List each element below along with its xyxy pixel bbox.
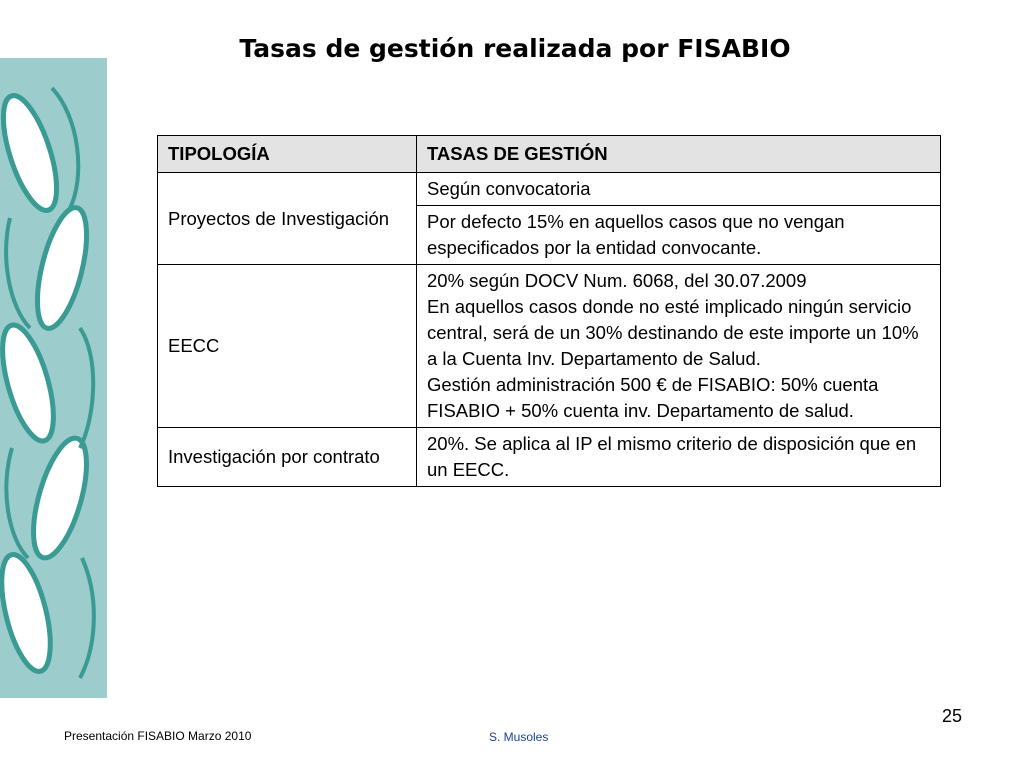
footer-author: S. Musoles [489,730,549,744]
cell-tasa-proyectos-1: Según convocatoria [417,173,941,206]
header-tasas-de-gestion: TASAS DE GESTIÓN [417,136,941,173]
cell-tipologia-eecc: EECC [158,265,417,428]
cell-tasa-proyectos-2: Por defecto 15% en aquellos casos que no vengan especificados por la entidad convocante. [417,206,941,265]
chain-decoration-strip [0,58,107,698]
eecc-line-3: Gestión administración 500 € de FISABIO: 50% cuenta FISABIO + 50% cuenta inv. Departamento de salud. [427,374,879,421]
cell-tipologia-contrato: Investigación por contrato [158,428,417,487]
table-row [158,428,941,487]
slide-title: Tasas de gestión realizada por FISABIO [239,34,791,63]
table-header-row [158,136,941,173]
page-number: 25 [941,706,962,726]
eecc-line-1: 20% según DOCV Num. 6068, del 30.07.2009 [427,270,807,291]
fees-table [157,135,941,487]
cell-tasa-contrato: 20%. Se aplica al IP el mismo criterio de disposición que en un EECC. [417,428,941,487]
table-row [158,173,941,206]
eecc-line-2: En aquellos casos donde no esté implicado ningún servicio central, será de un 30% destinando de este importe un 10% a la Cuenta Inv. Departamento de Salud. [427,296,919,369]
table-row [158,265,941,428]
header-tipologia: TIPOLOGÍA [158,136,417,173]
cell-tipologia-proyectos: Proyectos de Investigación [158,173,417,265]
cell-tasa-eecc [417,265,941,428]
footer-presentation-label: Presentación FISABIO Marzo 2010 [64,729,252,743]
